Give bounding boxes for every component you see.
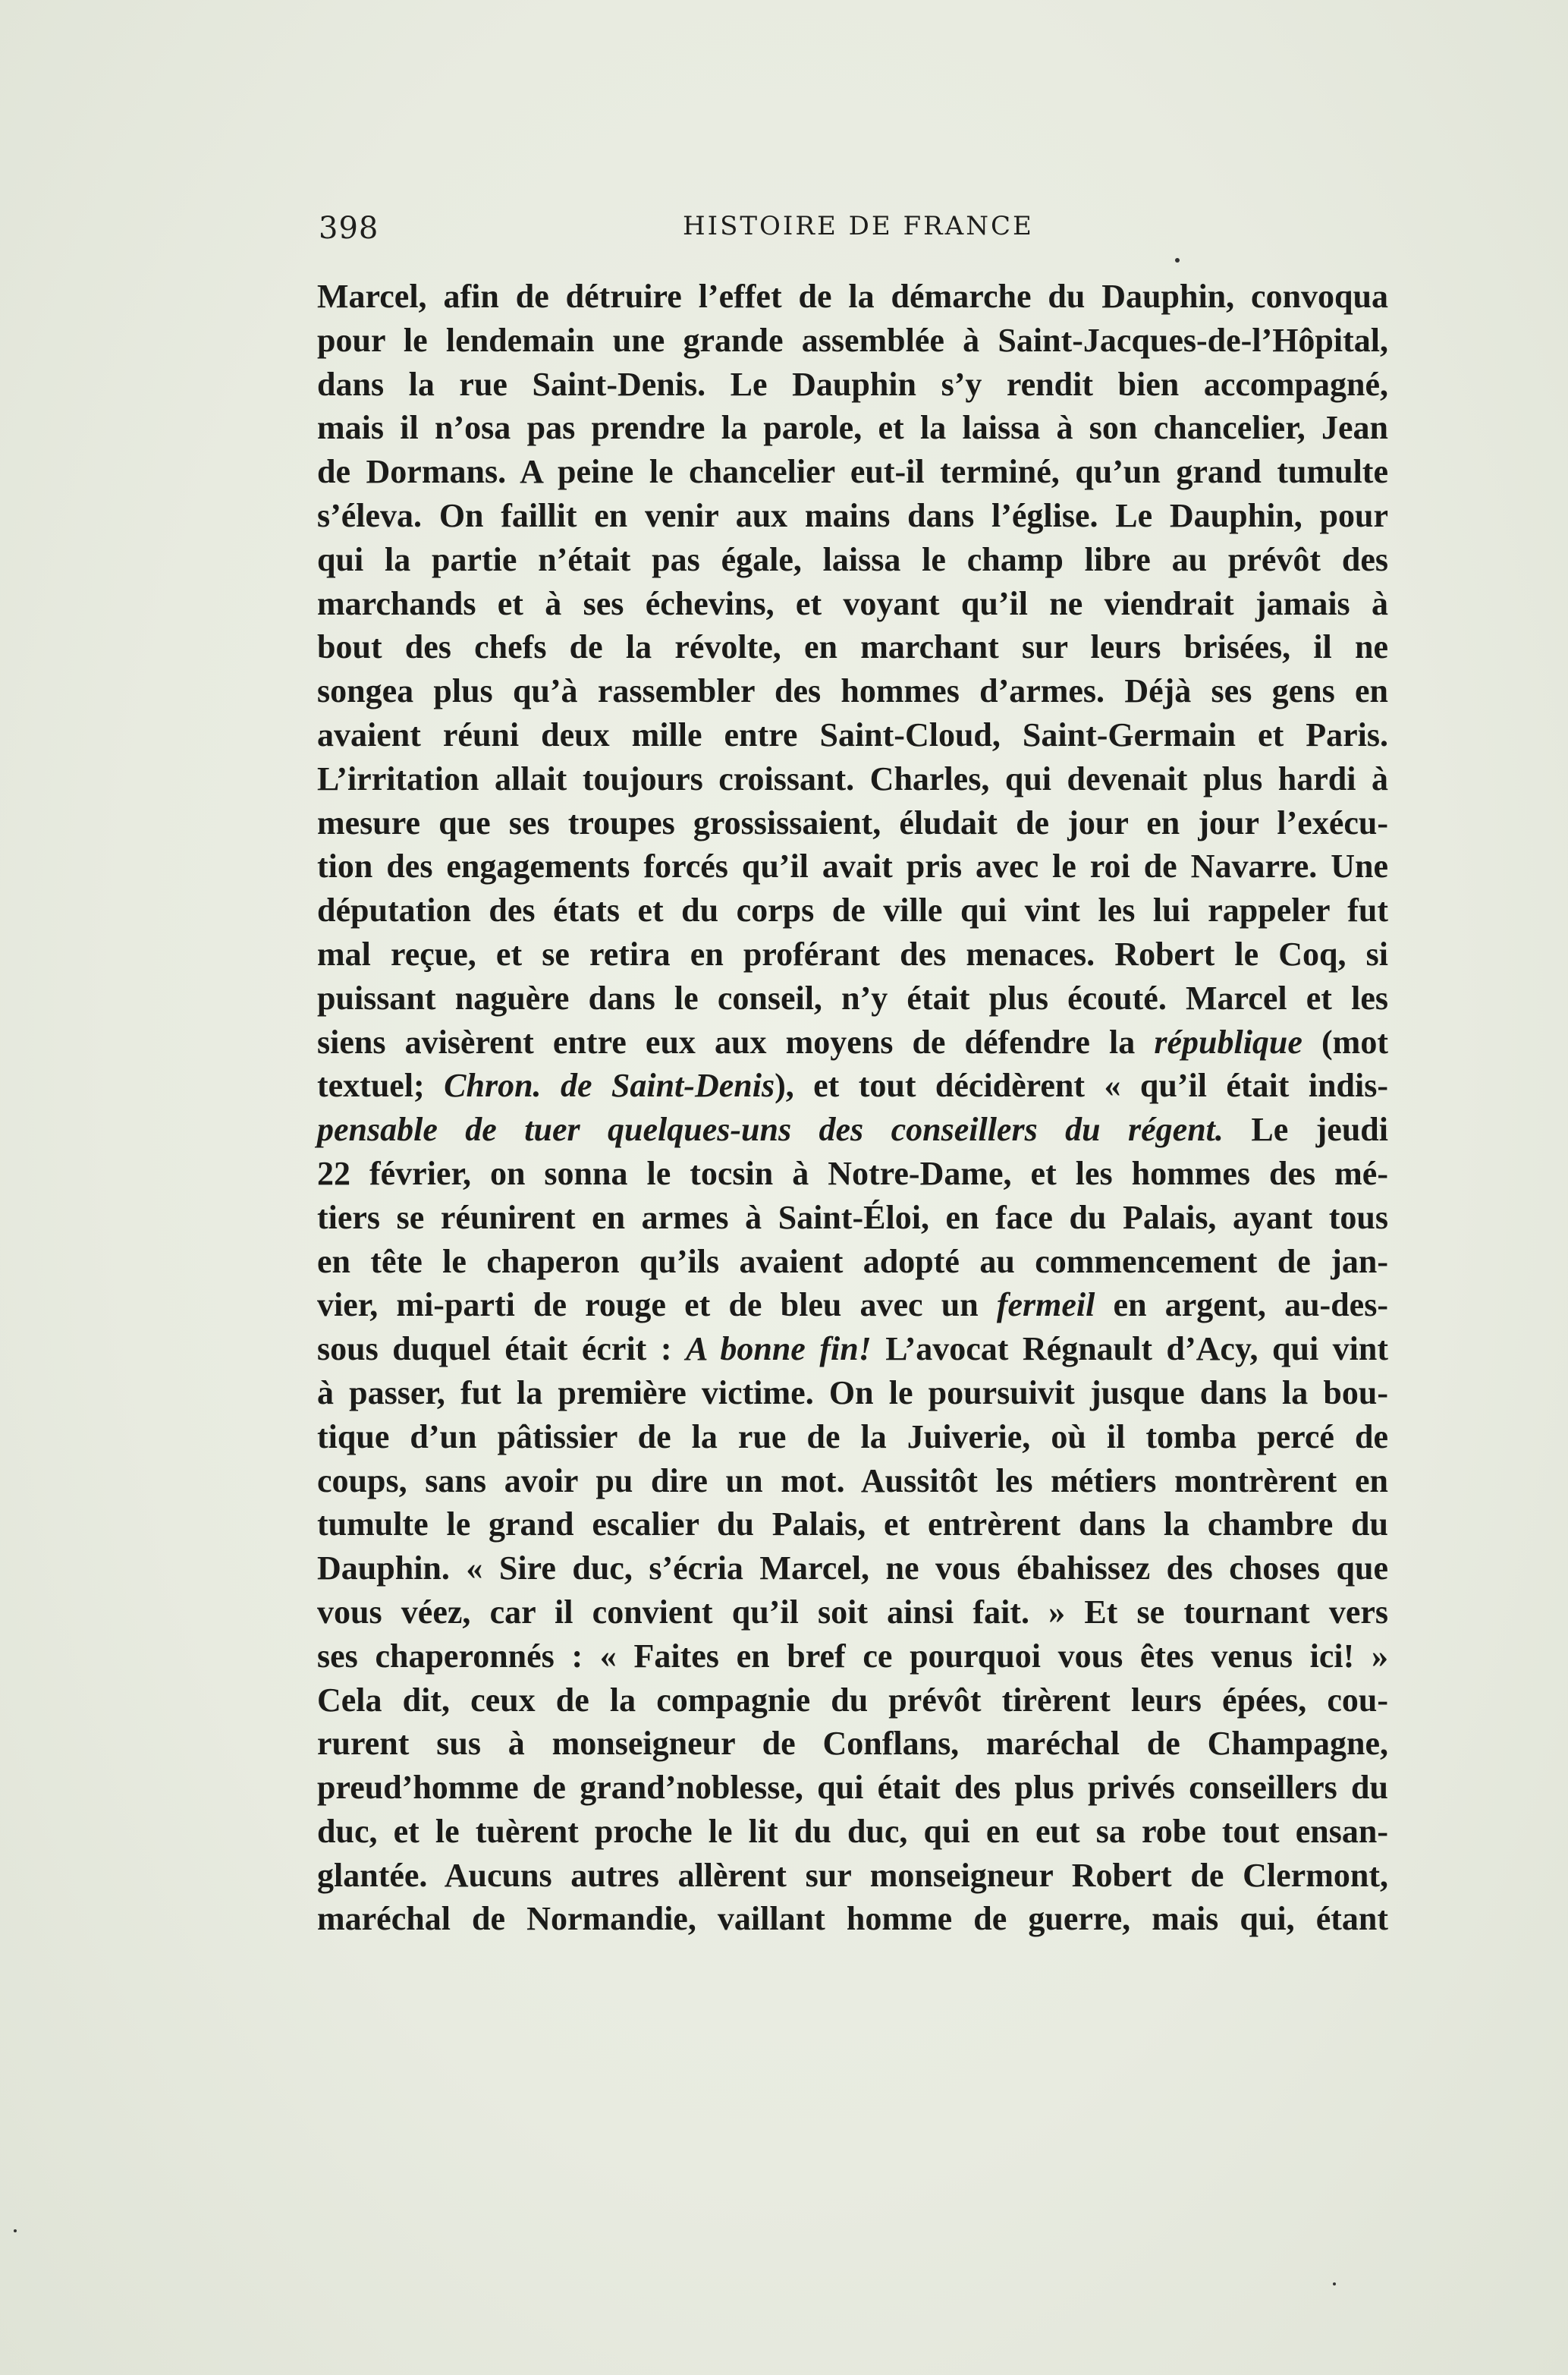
text-line: textuel; Chron. de Saint-Denis), et tout décidèrent « qu’il était indis- [317,1067,1388,1105]
paper-speck [14,2229,17,2232]
text-line: Dauphin. « Sire duc, s’écria Marcel, ne vous ébahissez des choses que [317,1549,1388,1587]
body-text [317,275,1388,1941]
text-line: L’irritation allait toujours croissant. Charles, qui devenait plus hardi à [317,760,1388,797]
text-line: vous véez, car il convient qu’il soit ainsi fait. » Et se tournant vers [317,1593,1388,1631]
text-line: à passer, fut la première victime. On le poursuivit jusque dans la bou- [317,1373,1388,1411]
paper-speck [1333,2282,1336,2285]
text-line: avaient réuni deux mille entre Saint-Cloud, Saint-Germain et Paris. [317,716,1388,753]
text-line: bout des chefs de la révolte, en marchant sur leurs brisées, il ne [317,628,1388,666]
text-line: mais il n’osa pas prendre la parole, et la laissa à son chancelier, Jean [317,409,1388,447]
text-line: Marcel, afin de détruire l’effet de la démarche du Dauphin, convoqua [317,278,1388,315]
text-line: 22 février, on sonna le tocsin à Notre-Dame, et les hommes des mé- [317,1154,1388,1192]
text-line: rurent sus à monseigneur de Conflans, maréchal de Champagne, [317,1725,1388,1763]
text-line: tique d’un pâtissier de la rue de la Juiverie, où il tomba percé de [317,1417,1388,1455]
text-line: glantée. Aucuns autres allèrent sur monseigneur Robert de Clermont, [317,1856,1388,1894]
italic-term: fermeil [996,1286,1095,1324]
text-line: marchands et à ses échevins, et voyant qu’il ne viendrait jamais à [317,584,1388,622]
text-line: Cela dit, ceux de la compagnie du prévôt tirèrent leurs épées, cou- [317,1681,1388,1719]
text-line: députation des états et du corps de ville qui vint les lui rappeler fut [317,892,1388,930]
text-line: en tête le chaperon qu’ils avaient adopté au commencement de jan- [317,1242,1388,1280]
text-line: ses chaperonnés : « Faites en bref ce pourquoi vous êtes venus ici! » [317,1637,1388,1675]
text-line: siens avisèrent entre eux aux moyens de défendre la république (mot [317,1023,1388,1061]
text-line: duc, et le tuèrent proche le lit du duc, qui en eut sa robe tout ensan- [317,1812,1388,1850]
text-line: dans la rue Saint-Denis. Le Dauphin s’y rendit bien accompagné, [317,365,1388,403]
text-line: tion des engagements forcés qu’il avait pris avec le roi de Navarre. Une [317,848,1388,886]
text-line: tiers se réunirent en armes à Saint-Éloi, en face du Palais, ayant tous [317,1198,1388,1236]
text-line: mal reçue, et se retira en proférant des menaces. Robert le Coq, si [317,935,1388,973]
page-number: 398 [319,211,379,246]
text-line: songea plus qu’à rassembler des hommes d’armes. Déjà ses gens en [317,672,1388,710]
text-line: tumulte le grand escalier du Palais, et entrèrent dans la chambre du [317,1505,1388,1543]
text-line: preud’homme de grand’noblesse, qui était des plus privés conseillers du [317,1769,1388,1807]
text-line: mesure que ses troupes grossissaient, éludait de jour en jour l’exécu- [317,804,1388,841]
text-line: maréchal de Normandie, vaillant homme de guerre, mais qui, étant [317,1900,1388,1938]
italic-citation: Chron. de Saint-Denis [444,1067,775,1105]
text-line: qui la partie n’était pas égale, laissa le champ libre au prévôt des [317,540,1388,578]
running-head: HISTOIRE DE FRANCE [683,211,1034,241]
text-line: pour le lendemain une grande assemblée à Saint-Jacques-de-l’Hôpital, [317,321,1388,359]
text-line: coups, sans avoir pu dire un mot. Aussitôt les métiers montrèrent en [317,1461,1388,1499]
text-line: sous duquel était écrit : A bonne fin! L’avocat Régnault d’Acy, qui vint [317,1330,1388,1368]
italic-motto: A bonne fin! [685,1330,872,1368]
text-line: vier, mi-parti de rouge et de bleu avec un fermeil en argent, au-des- [317,1286,1388,1324]
text-line: puissant naguère dans le conseil, n’y était plus écouté. Marcel et les [317,979,1388,1017]
text-line: s’éleva. On faillit en venir aux mains dans l’église. Le Dauphin, pour [317,496,1388,534]
text-line: de Dormans. A peine le chancelier eut-il terminé, qu’un grand tumulte [317,453,1388,491]
italic-quote: pensable de tuer quelques-uns des conseillers du régent. [317,1111,1224,1149]
page-header [319,203,1388,249]
paper-speck [1175,258,1180,263]
italic-term: république [1154,1023,1302,1061]
text-line: pensable de tuer quelques-uns des conseillers du régent. Le jeudi [317,1111,1389,1149]
